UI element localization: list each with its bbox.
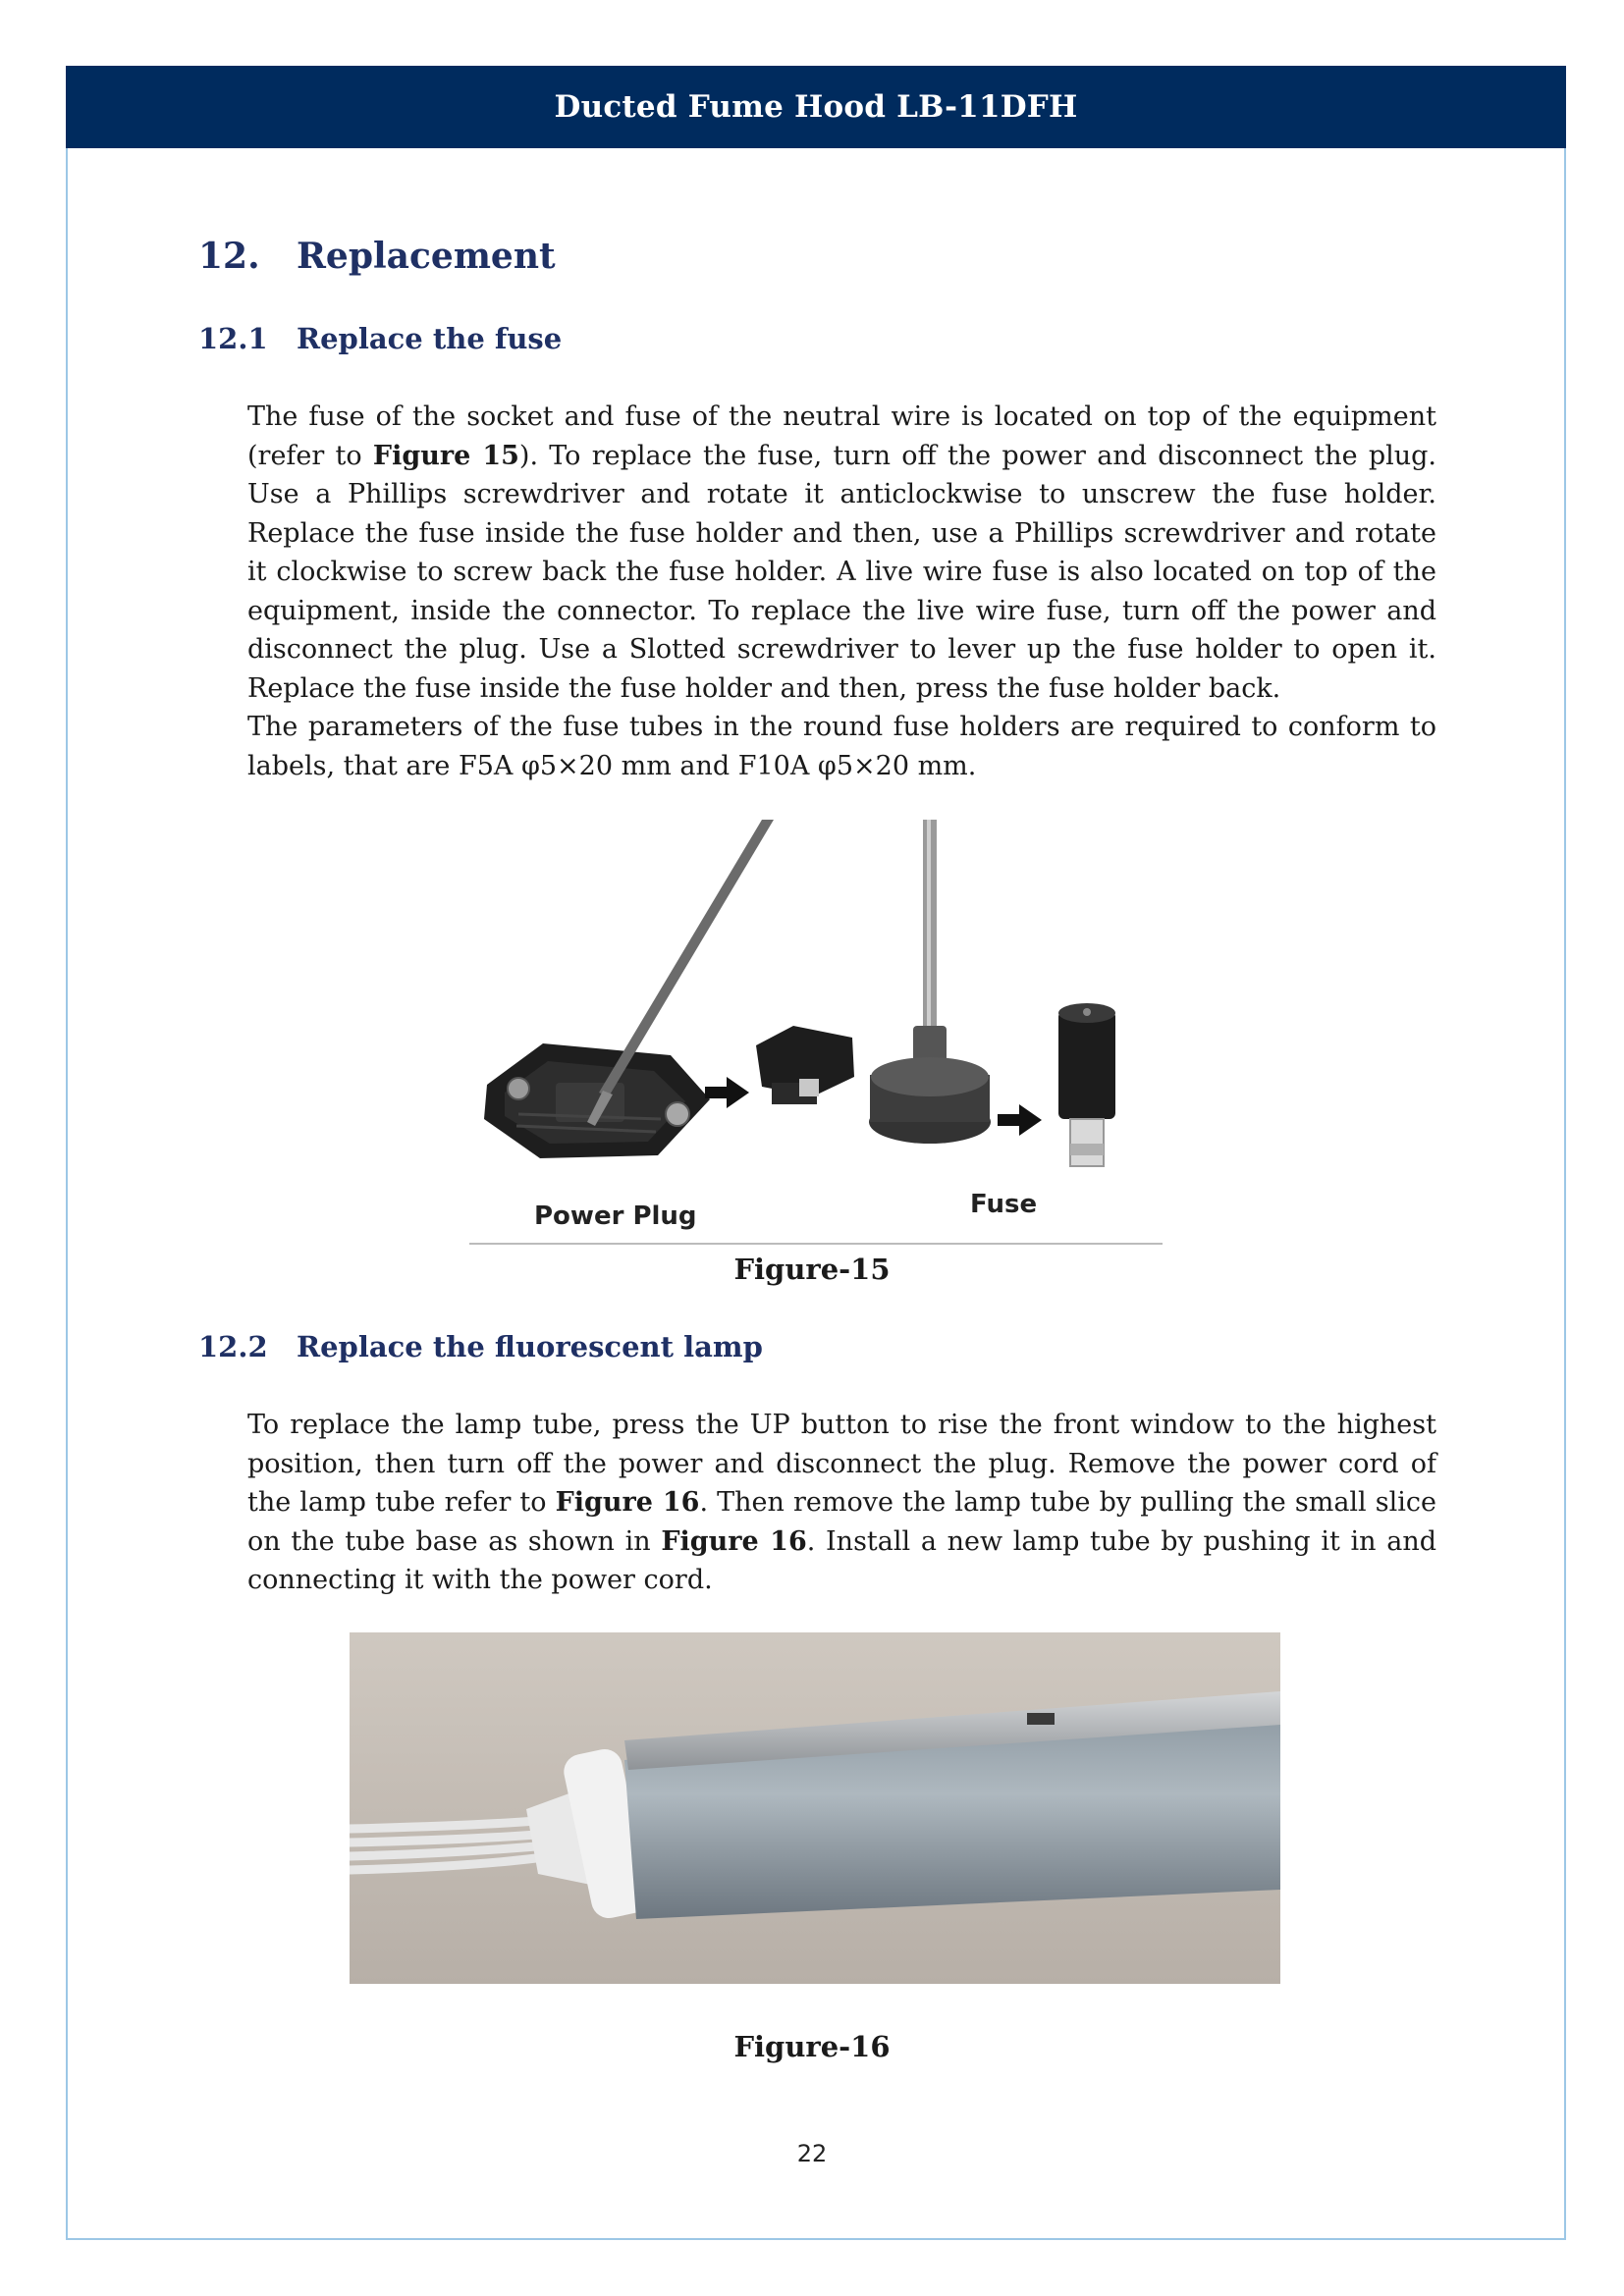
figure-16-image [350, 1632, 1280, 1984]
section-number: 12. [198, 236, 260, 277]
section-heading [198, 236, 556, 277]
figure-15-image [469, 820, 1163, 1246]
figure-reference: Figure 16 [661, 1525, 807, 1557]
paragraph-text: To replace the lamp tube, press the UP button to rise the front window to the highest position, then turn off the power and disconnect the plug. Remove the power cord of the lamp tube refer to [247, 1410, 1436, 1518]
power-plug-label: Power Plug [534, 1201, 697, 1231]
paragraph-text: . Then remove the lamp tube by pulling the small slice on the tube base as shown in [247, 1487, 1436, 1557]
subsection-number: 12.1 [198, 322, 268, 355]
subsection-heading-fuse [198, 322, 562, 355]
subsection-number: 12.2 [198, 1330, 268, 1363]
subsection-heading-lamp [198, 1330, 763, 1363]
subsection-title: Replace the fluorescent lamp [297, 1330, 763, 1363]
document-title: Ducted Fume Hood LB-11DFH [554, 89, 1078, 125]
lamp-instructions-paragraph [247, 1406, 1436, 1600]
fuse-parameters-paragraph [247, 708, 1436, 785]
document-header [66, 66, 1566, 148]
paragraph-text: . Install a new lamp tube by pushing it in and connecting it with the power cord. [247, 1525, 1437, 1595]
figure-15-caption: Figure-15 [733, 1253, 891, 1286]
figure-reference: Figure 16 [555, 1487, 700, 1518]
page-number: 22 [796, 2140, 828, 2167]
fuse-label: Fuse [970, 1190, 1038, 1219]
fuse-instructions-paragraph [247, 398, 1436, 708]
figure-16-caption: Figure-16 [733, 2030, 891, 2063]
paragraph-text: The fuse of the socket and fuse of the neutral wire is located on top of the equipment (refer to [247, 401, 1436, 471]
section-title: Replacement [297, 236, 556, 277]
subsection-title: Replace the fuse [297, 322, 563, 355]
paragraph-text: ). To replace the fuse, turn off the power and disconnect the plug. Use a Phillips screwdriver and rotate it anticlockwise to unscrew the fuse holder. Replace the fuse inside the fuse holder and then, use a Phillips screwdriver and rotate it clockwise to screw back the fuse holder. A live wire fuse is also located on top of the equipment, inside the connector. To replace the live wire fuse, turn off the power and disconnect the plug. Use a Slotted screwdriver to lever up the fuse holder to open it. Replace the fuse inside the fuse holder and then, press the fuse holder back. [247, 440, 1437, 704]
figure-reference: Figure 15 [372, 440, 519, 471]
paragraph-text: The parameters of the fuse tubes in the round fuse holders are required to conform to labels, that are F5A φ5×20 mm and F10A φ5×20 mm. [247, 712, 1436, 781]
